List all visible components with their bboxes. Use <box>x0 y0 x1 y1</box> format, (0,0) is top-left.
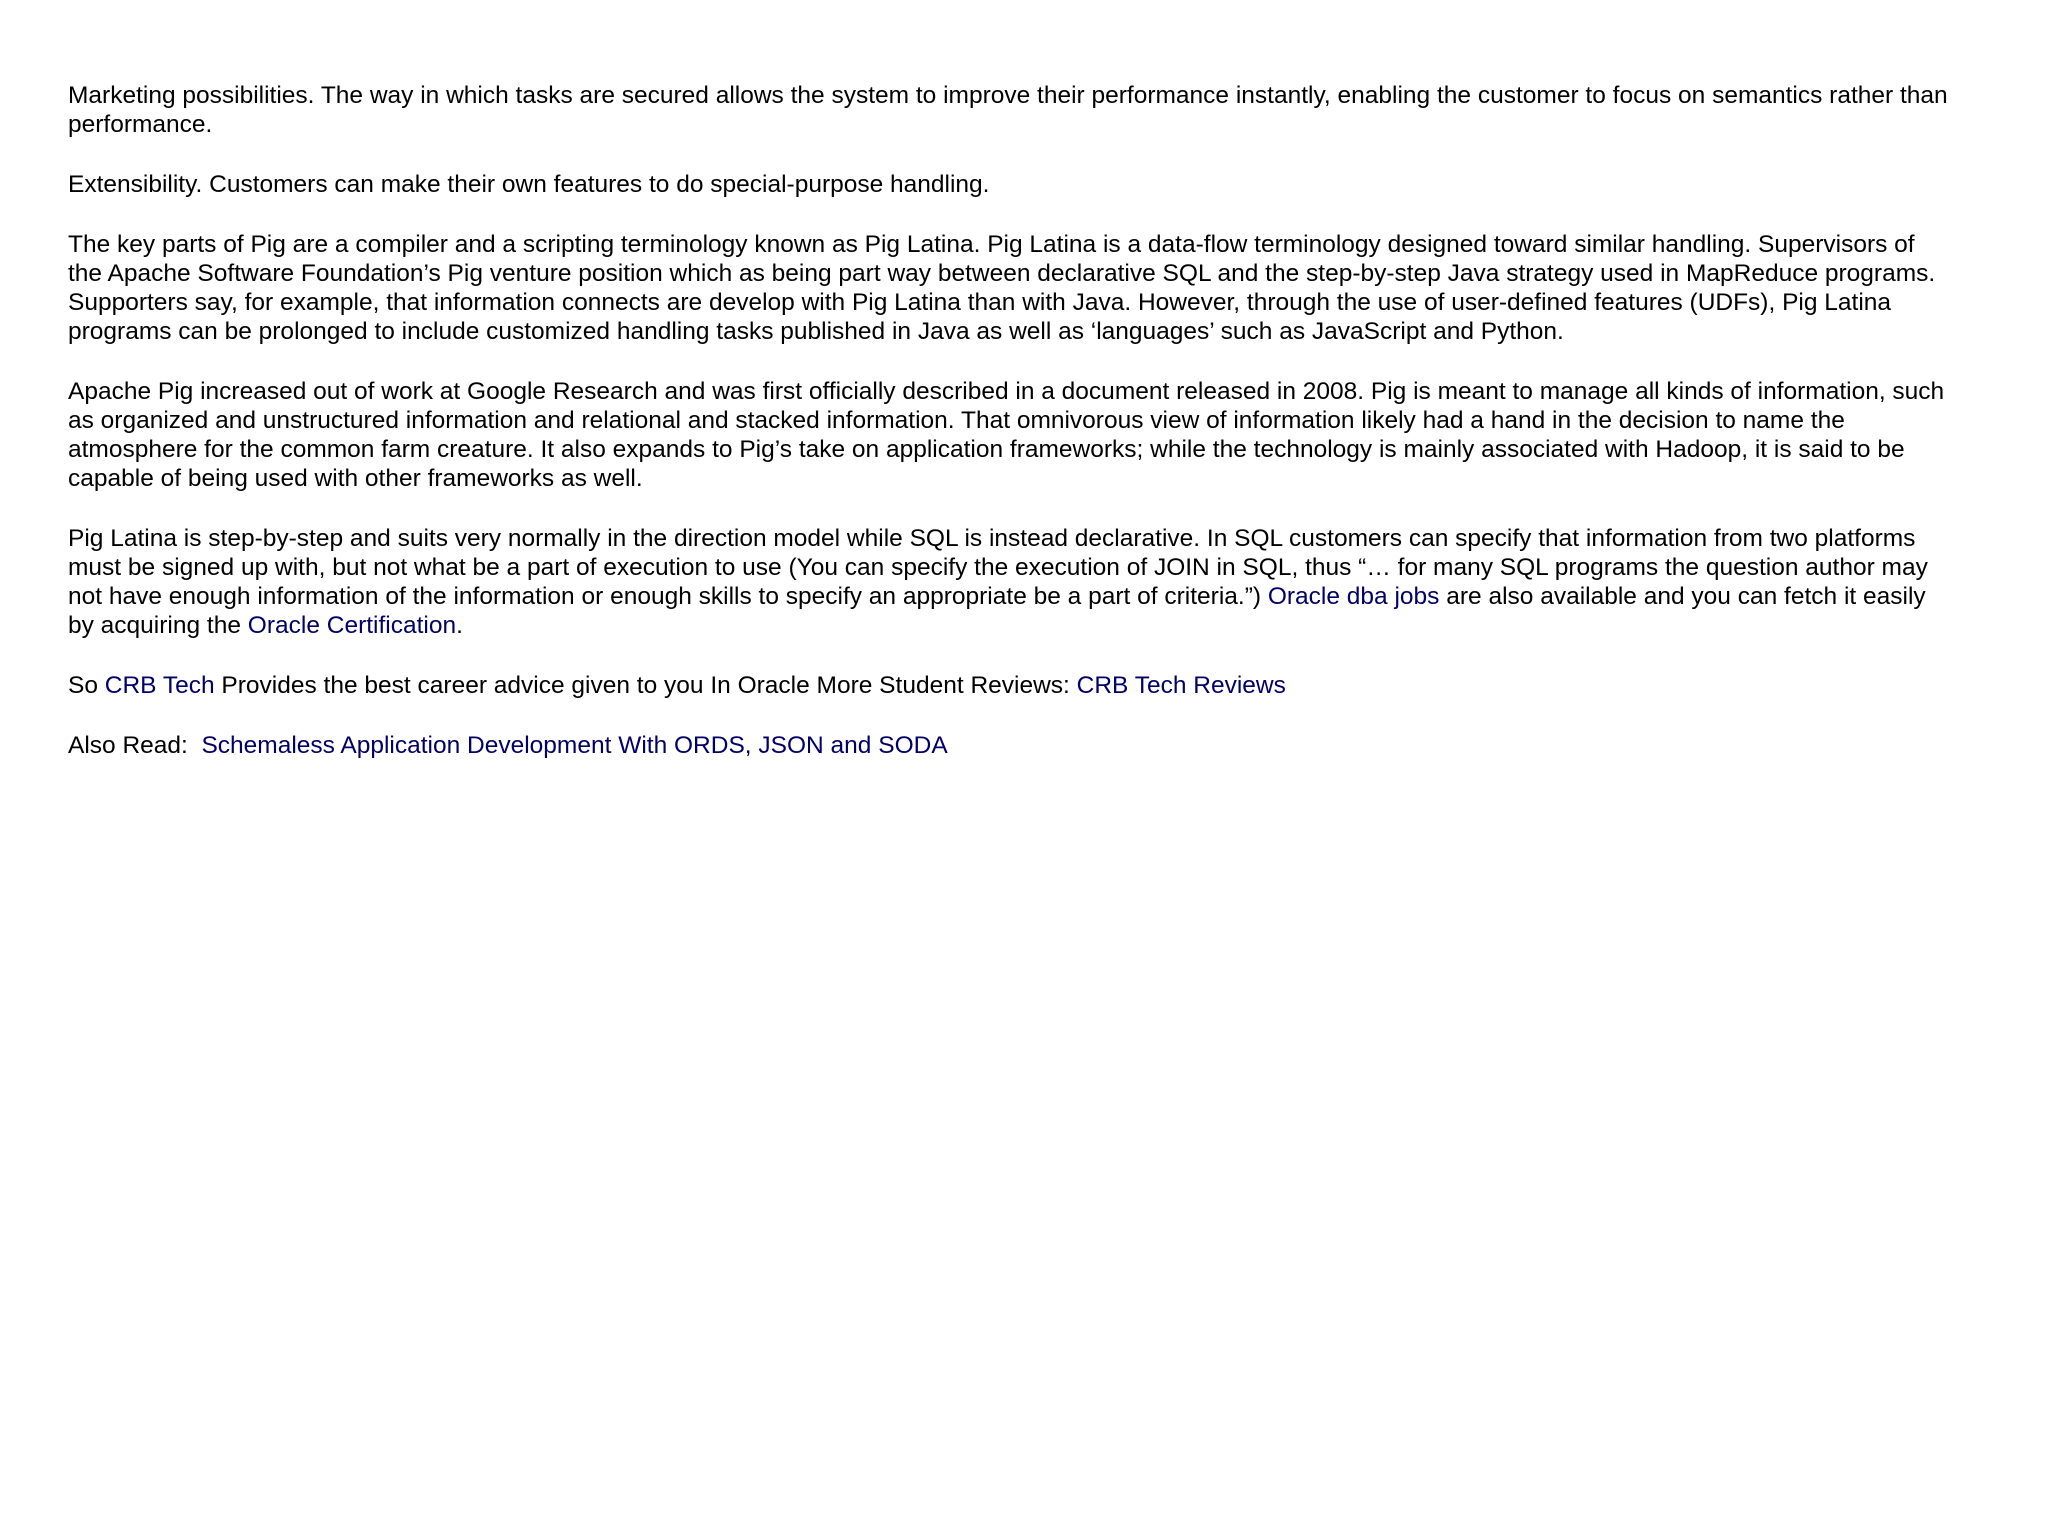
crb-tech-link[interactable]: CRB Tech <box>104 672 215 699</box>
crb-tech-reviews-link[interactable]: CRB Tech Reviews <box>1076 672 1286 699</box>
paragraph-extensibility: Extensibility. Customers can make their own features to do special-purpose handling. <box>68 171 990 198</box>
paragraph-crb-tech <box>68 671 1948 700</box>
paragraph-also-read <box>68 731 1948 760</box>
paragraph-text: Provides the best career advice given to you In Oracle More Student Reviews: <box>214 672 1077 699</box>
paragraph-text: . <box>456 612 463 639</box>
oracle-dba-jobs-link[interactable]: Oracle dba jobs <box>1267 583 1440 610</box>
schemaless-application-link[interactable]: Schemaless Application Development With ORDS, JSON and SODA <box>201 732 948 759</box>
paragraph-pig-latina-vs-sql <box>68 524 1948 640</box>
paragraph-marketing: Marketing possibilities. The way in which tasks are secured allows the system to improve their performance instantly, enabling the customer to focus on semantics rather than performance. <box>68 82 1948 138</box>
article-body <box>68 81 1948 791</box>
paragraph-text: So <box>68 672 105 699</box>
paragraph-key-parts: The key parts of Pig are a compiler and a scripting terminology known as Pig Latina. Pig Latina is a data-flow terminology designed toward similar handling. Supervisors of the Apache Software Foundation’s Pig venture position which as being part way between declarative SQL and the step-by-step Java strategy used in MapReduce programs. Supporters say, for example, that information connects are develop with Pig Latina than with Java. However, through the use of user-defined features (UDFs), Pig Latina programs can be prolonged to include customized handling tasks published in Java as well as ‘languages’ such as JavaScript and Python. <box>68 231 1936 345</box>
also-read-label: Also Read: <box>68 732 202 759</box>
oracle-certification-link[interactable]: Oracle Certification <box>247 612 457 639</box>
paragraph-text: Pig Latina is step-by-step and suits very normally in the direction model while SQL is instead declarative. In SQL customers can specify that information from two platforms must be signed up with, but not what be a part of execution to use (You can specify the execution of JOIN in SQL, thus “… for many SQL programs the question author may not have enough information of the information or enough skills to specify an appropriate be a part of criteria.”) <box>68 525 1928 610</box>
paragraph-text: are also available and you can fetch it easily by acquiring the <box>68 583 1926 639</box>
paragraph-apache-pig-history: Apache Pig increased out of work at Google Research and was first officially described in a document released in 2008. Pig is meant to manage all kinds of information, such as organized and unstructured information and relational and stacked information. That omnivorous view of information likely had a hand in the decision to name the atmosphere for the common farm creature. It also expands to Pig’s take on application frameworks; while the technology is mainly associated with Hadoop, it is said to be capable of being used with other frameworks as well. <box>68 378 1945 492</box>
